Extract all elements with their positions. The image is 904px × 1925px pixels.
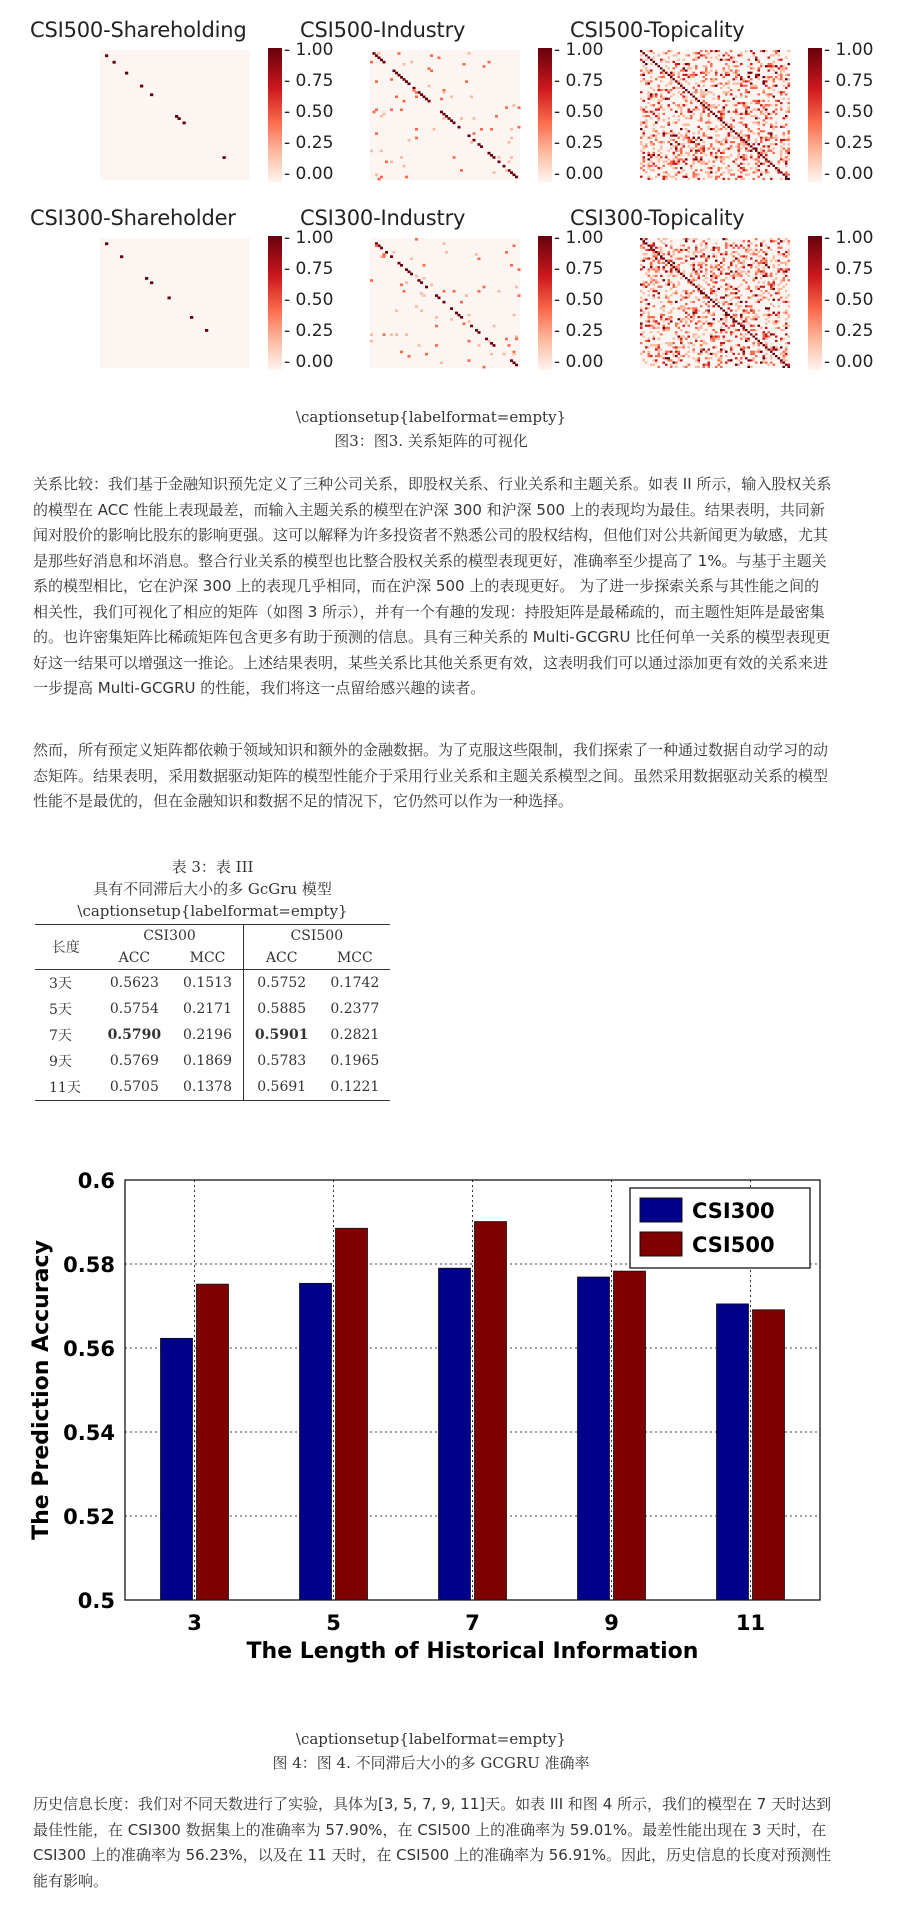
table-cell: 0.1378 [172,1074,243,1101]
colorbar-tick-label: - 0.50 [554,290,604,310]
table-cell: 0.5752 [243,970,320,997]
heatmap-cells [370,238,520,368]
table-grid [35,924,390,1101]
y-tick-label: 0.52 [63,1505,115,1529]
table-cell: 0.1742 [320,970,390,997]
colorbar-tick-label: - 0.75 [824,71,874,91]
table-row [35,970,390,997]
group-header-csi500: CSI500 [243,925,390,948]
bar-chart-svg [30,1165,840,1710]
table-row [35,1048,390,1074]
heatmap-title: CSI300-Industry [300,206,466,230]
y-tick-label: 0.54 [63,1421,115,1445]
bar-csi300 [300,1283,332,1600]
colorbar-tick-label: - 1.00 [824,228,874,248]
heatmap-panel [570,202,874,382]
colorbar-tick-label: - 0.25 [554,133,604,153]
legend-swatch [640,1198,682,1222]
heatmap-matrix [640,238,790,368]
legend-swatch [640,1232,682,1256]
colorbar-tick-label: - 0.25 [284,133,334,153]
x-tick-label: 7 [465,1611,480,1635]
table-cell: 0.2821 [330,1027,380,1043]
table-caption-line1: 表 3：表 III [171,858,254,876]
paragraph-relation-comparison: 关系比较：我们基于金融知识预先定义了三种公司关系，即股权关系、行业关系和主题关系。如表 II 所示，输入股权关系的模型在 ACC 性能上表现最差，而输入主题关系的模型在沪深 300 和沪深 500 上的表现均为最佳。结果表明，共同新闻对股价的影响比股东的影响更强。这可以解释为许多投资者不熟悉公司的股权结构，但他们对公共新闻更为敏感，尤其是那些好消息和坏消息。整合行业关系的模型也比整合股权关系的模型表现更好，准确率至少提高了 1%。与基于主题关系的模型相比，它在沪深 300 上的表现几乎相同，而在沪深 500 上的表现更好。 为了进一步探索关系与其性能之间的相关性，我们可视化了相应的矩阵（如图 3 所示），并有一个有趣的发现：持股矩阵是最稀疏的，而主题性矩阵是最密集的。也许密集矩阵比稀疏矩阵包含更多有助于预测的信息。具有三种关系的 Multi-GCGRU 比任何单一关系的模型表现更好这一结果可以增强这一推论。上述结果表明，某些关系比其他关系更有效，这表明我们可以通过添加更有效的关系来进一步提高 Multi-GCGRU 的性能，我们将这一点留给感兴趣的读者。 [33,475,832,697]
heatmap-matrix [640,50,790,180]
group-header-csi300: CSI300 [96,925,243,948]
colorbar-tick-label: - 0.25 [824,321,874,341]
table-cell-length: 5天 [49,1002,72,1018]
heatmap-matrix [100,238,250,368]
heatmap-cells [100,50,250,180]
bar-csi300 [161,1338,193,1600]
colorbar [538,48,552,182]
colorbar [538,236,552,370]
colorbar-tick-label: - 1.00 [554,40,604,60]
colorbar-ticks [824,228,904,378]
y-tick-label: 0.6 [77,1169,115,1193]
colorbar-tick-label: - 0.75 [824,259,874,279]
legend-label: CSI300 [692,1199,775,1223]
y-tick-label: 0.56 [63,1337,115,1361]
table-cell: 0.5623 [96,970,172,997]
heatmap-cells [370,50,520,180]
table-cell: 0.5769 [109,1053,159,1069]
colorbar-tick-label: - 0.50 [284,290,334,310]
colorbar-tick-label: - 0.75 [284,259,334,279]
table-cell: 0.2171 [172,996,243,1022]
table-cell: 0.1221 [320,1074,390,1101]
y-axis-label: The Prediction Accuracy [29,1240,54,1540]
bar-csi300 [439,1268,471,1600]
table-cell: 0.1869 [172,1048,243,1074]
heatmap-matrix [100,50,250,180]
colorbar-tick-label: - 0.00 [554,352,604,372]
sub-header: MCC [172,947,243,970]
colorbar-tick-label: - 0.25 [824,133,874,153]
colorbar-tick-label: - 0.50 [824,102,874,122]
colorbar-tick-label: - 0.00 [284,352,334,372]
bar-csi500 [336,1228,368,1600]
bar-csi500 [614,1271,646,1600]
accuracy-bar-chart [30,1165,840,1710]
table-cell: 0.1513 [172,970,243,997]
heatmap-cells [640,50,790,180]
colorbar-tick-label: - 0.25 [554,321,604,341]
figure4-caption-line2: 图 4：图 4. 不同滞后大小的多 GCGRU 准确率 [272,1754,590,1772]
x-tick-label: 9 [604,1611,619,1635]
bar-csi500 [753,1310,785,1600]
table-row [35,1022,390,1048]
bar-csi300 [717,1304,749,1600]
heatmap-title: CSI500-Topicality [570,18,745,42]
colorbar-tick-label: - 1.00 [824,40,874,60]
heatmap-panel [300,202,604,382]
table-cell-best: 0.5901 [254,1027,309,1043]
heatmap-panel [300,14,604,194]
sub-header: ACC [118,950,151,966]
colorbar-tick-label: - 0.75 [554,259,604,279]
table-cell-best: 0.5790 [107,1027,162,1043]
figure3-caption-line1: \captionsetup{labelformat=empty} [295,408,567,426]
heatmap-panel [30,14,334,194]
x-tick-label: 5 [326,1611,341,1635]
colorbar [808,236,822,370]
sub-header: ACC [265,950,298,966]
colorbar-tick-label: - 0.50 [554,102,604,122]
x-tick-label: 11 [735,1611,766,1635]
heatmap-panel [570,14,874,194]
bar-csi500 [197,1284,229,1600]
relation-heatmap-figure [30,14,874,374]
legend-label: CSI500 [692,1233,775,1257]
table-cell: 0.1965 [330,1053,380,1069]
colorbar-tick-label: - 0.25 [284,321,334,341]
table-row [35,996,390,1022]
colorbar-tick-label: - 0.00 [554,164,604,184]
heatmap-matrix [370,50,520,180]
table-caption-line2: 具有不同滞后大小的多 GcGru 模型 [93,880,332,898]
colorbar-tick-label: - 0.00 [824,352,874,372]
colorbar-tick-label: - 1.00 [284,228,334,248]
colorbar-tick-label: - 0.00 [284,164,334,184]
heatmap-cells [100,238,250,368]
bar-csi300 [578,1277,610,1600]
heatmap-matrix [370,238,520,368]
colorbar-tick-label: - 0.75 [554,71,604,91]
colorbar-tick-label: - 1.00 [284,40,334,60]
heatmap-title: CSI500-Shareholding [30,18,247,42]
table-cell: 0.2196 [172,1022,243,1048]
colorbar-tick-label: - 0.50 [824,290,874,310]
x-tick-label: 3 [187,1611,202,1635]
colorbar-tick-label: - 0.50 [284,102,334,122]
table-cell: 0.5705 [96,1074,172,1101]
colorbar [268,48,282,182]
colorbar-tick-label: - 0.00 [824,164,874,184]
table-cell-length: 9天 [49,1054,72,1070]
table-cell-length: 7天 [49,1028,72,1044]
table-cell: 0.5754 [109,1001,159,1017]
colorbar [268,236,282,370]
heatmap-title: CSI300-Topicality [570,206,745,230]
x-axis-label: The Length of Historical Information [246,1639,699,1664]
results-table [35,856,390,1101]
table-row [35,1074,390,1101]
colorbar-tick-label: - 0.75 [284,71,334,91]
bar-csi500 [475,1222,507,1600]
y-tick-label: 0.5 [77,1589,115,1613]
paragraph-dynamic-matrix: 然而，所有预定义矩阵都依赖于领域知识和额外的金融数据。为了克服这些限制，我们探索了一种通过数据自动学习的动态矩阵。结果表明，采用数据驱动矩阵的模型性能介于采用行业关系和主题关系模型之间。虽然采用数据驱动关系的模型性能不是最优的，但在金融知识和数据不足的情况下，它仍然可以作为一种选择。 [33,741,829,810]
table-cell-length: 3天 [35,970,96,997]
colorbar [808,48,822,182]
table-cell: 0.2377 [330,1001,380,1017]
figure4-caption-line1: \captionsetup{labelformat=empty} [295,1730,567,1748]
sub-header: MCC [336,950,373,966]
table-cell-length: 11天 [35,1074,96,1101]
heatmap-title: CSI300-Shareholder [30,206,236,230]
table-cell: 0.5885 [257,1001,307,1017]
row-header: 长度 [35,925,96,970]
paragraph-history-length: 历史信息长度：我们对不同天数进行了实验，具体为[3, 5, 7, 9, 11]天。如表 III 和图 4 所示，我们的模型在 7 天时达到最佳性能，在 CSI300 数据集上的准确率为 57.90%，在 CSI500 上的准确率为 59.01%。最差性能出现在 3 天时，在 CSI300 上的准确率为 56.23%，以及在 11 天时，在 CSI500 上的准确率为 56.91%。因此，历史信息的长度对预测性能有影响。 [33,1795,832,1890]
table-cell: 0.5783 [257,1053,307,1069]
table-cell: 0.5691 [243,1074,320,1101]
figure3-caption-line2: 图3：图3. 关系矩阵的可视化 [334,432,528,450]
table-caption-line3: \captionsetup{labelformat=empty} [77,902,348,920]
heatmap-cells [640,238,790,368]
heatmap-title: CSI500-Industry [300,18,466,42]
colorbar-tick-label: - 1.00 [554,228,604,248]
colorbar-ticks [824,40,904,190]
y-tick-label: 0.58 [63,1253,115,1277]
heatmap-panel [30,202,334,382]
